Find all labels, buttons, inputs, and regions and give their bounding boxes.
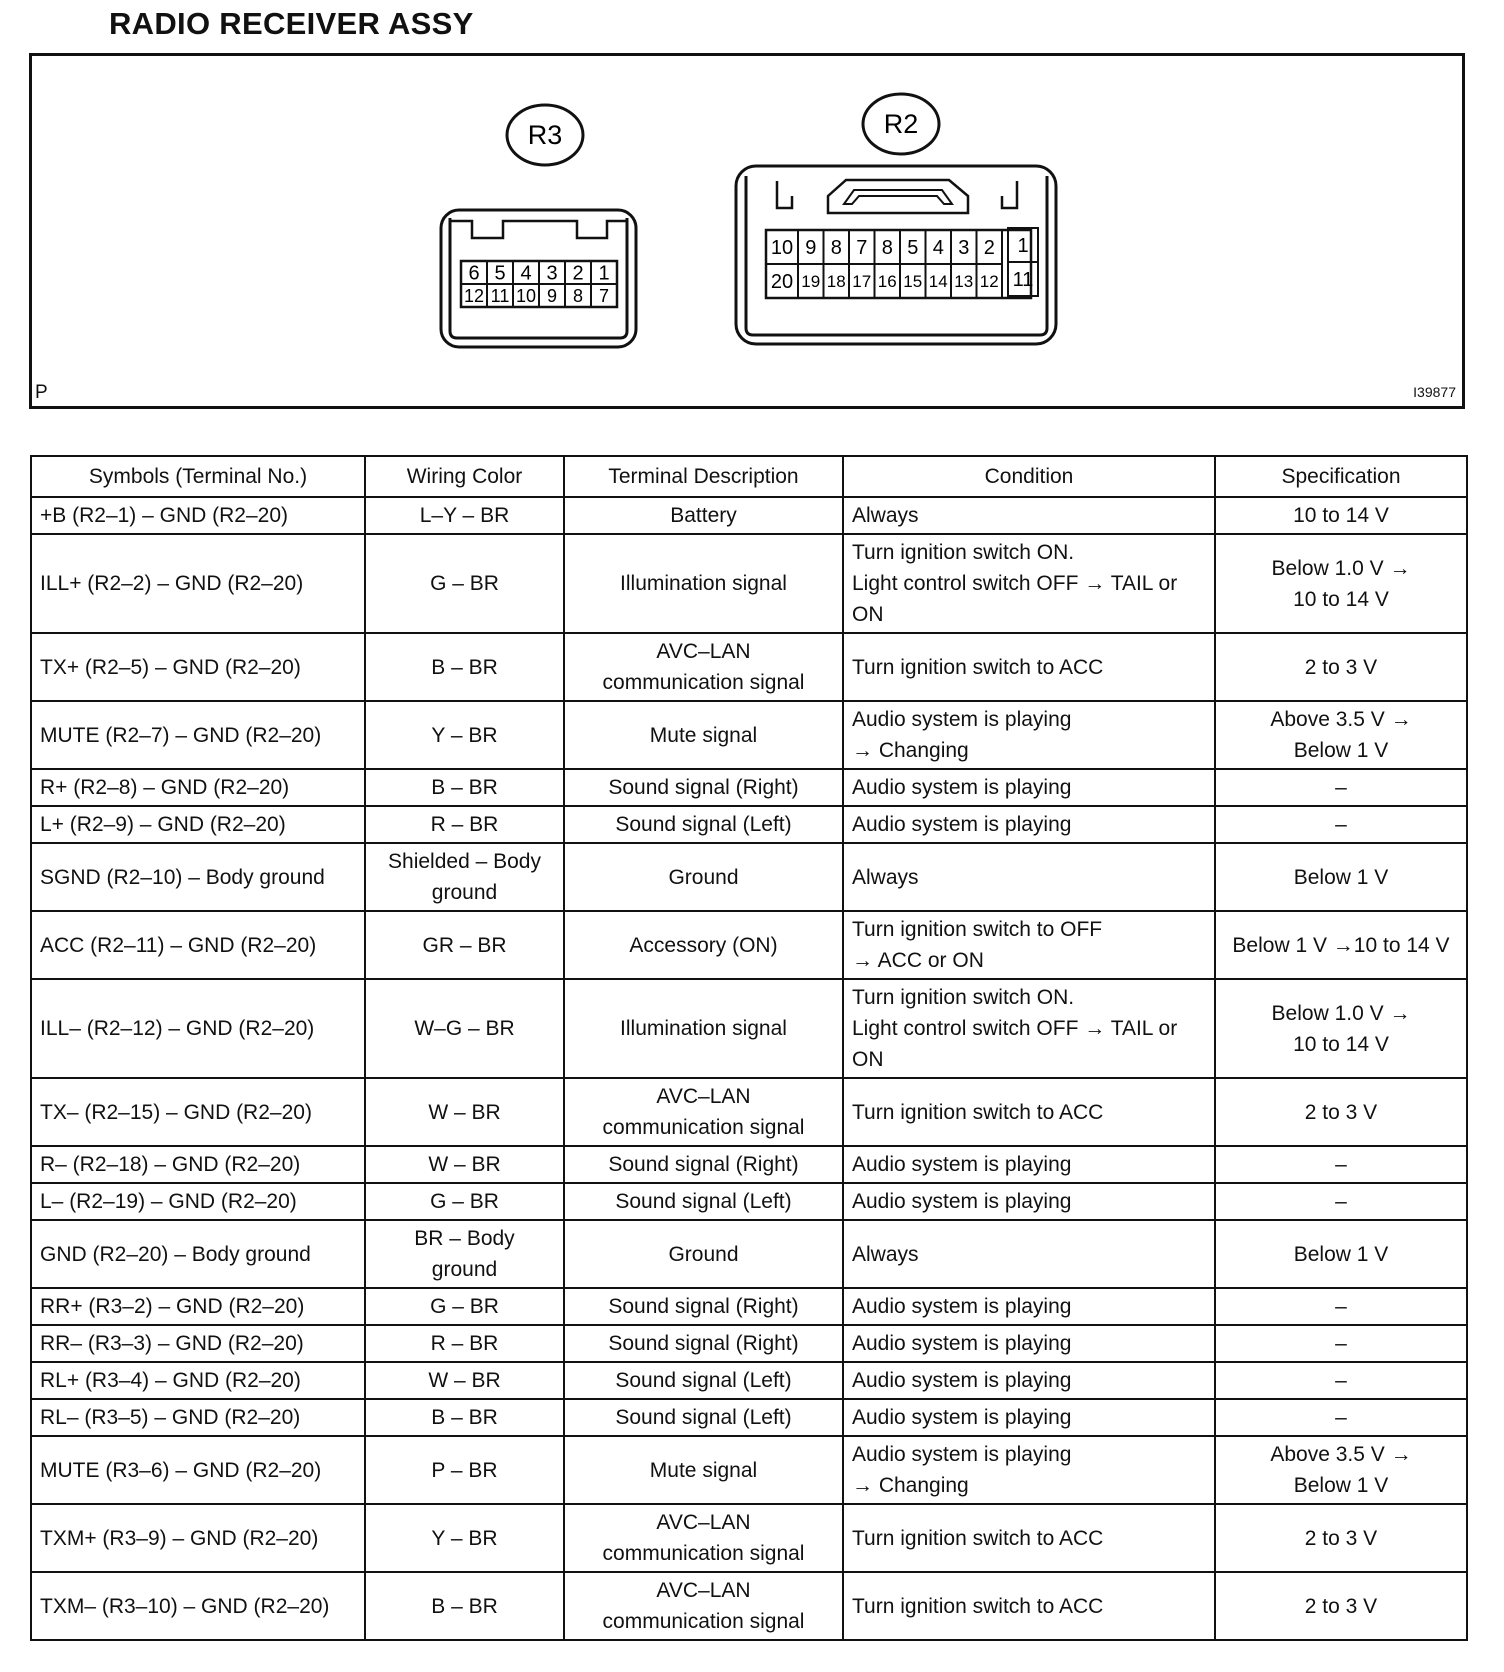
terminal-description-cell: Illumination signal [564, 534, 843, 633]
terminal-symbol-cell: TXM+ (R3–9) – GND (R2–20) [31, 1504, 365, 1572]
terminal-symbol-cell: MUTE (R3–6) – GND (R2–20) [31, 1436, 365, 1504]
pin-number: 14 [928, 272, 948, 292]
wiring-color-cell: B – BR [365, 1399, 564, 1436]
table-header-row [31, 456, 1467, 497]
pin-number: 10 [515, 285, 537, 306]
wiring-color-cell: Y – BR [365, 1504, 564, 1572]
specification-cell: – [1215, 1399, 1467, 1436]
terminal-description-cell: Sound signal (Left) [564, 1362, 843, 1399]
table-row [31, 1325, 1467, 1362]
pin-number: 11 [490, 285, 510, 306]
pin-number: 6 [468, 262, 480, 285]
condition-cell: Turn ignition switch to ACC [843, 633, 1215, 701]
wiring-color-cell: P – BR [365, 1436, 564, 1504]
condition-cell: Audio system is playing [843, 1146, 1215, 1183]
figure-id: I39877 [1413, 384, 1456, 400]
specification-cell: Below 1 V →10 to 14 V [1215, 911, 1467, 979]
header-specification: Specification [1215, 456, 1467, 497]
specification-cell: Below 1.0 V → 10 to 14 V [1215, 979, 1467, 1078]
terminal-description-cell: Accessory (ON) [564, 911, 843, 979]
condition-cell: Always [843, 1220, 1215, 1288]
pin-number: 15 [903, 272, 923, 292]
terminal-symbol-cell: RR+ (R3–2) – GND (R2–20) [31, 1288, 365, 1325]
terminal-symbol-cell: ACC (R2–11) – GND (R2–20) [31, 911, 365, 979]
pin-number: 4 [520, 262, 532, 285]
condition-cell: Audio system is playing [843, 1288, 1215, 1325]
wiring-color-cell: B – BR [365, 769, 564, 806]
wiring-color-cell: G – BR [365, 1183, 564, 1220]
table-row [31, 1572, 1467, 1640]
pin-number: 18 [826, 272, 846, 292]
pin-number: 12 [979, 272, 999, 292]
pin-number: 17 [852, 272, 872, 292]
pin-number: 3 [546, 262, 558, 285]
terminal-description-cell: AVC–LAN communication signal [564, 1504, 843, 1572]
condition-cell: Audio system is playing [843, 1399, 1215, 1436]
condition-cell: Audio system is playing → Changing [843, 1436, 1215, 1504]
connector-r2-label: R2 [883, 109, 919, 139]
wiring-color-cell: Y – BR [365, 701, 564, 769]
wiring-color-cell: W – BR [365, 1146, 564, 1183]
specification-cell: 2 to 3 V [1215, 1504, 1467, 1572]
wiring-color-cell: W – BR [365, 1078, 564, 1146]
table-row [31, 1288, 1467, 1325]
pin-number: 5 [907, 237, 919, 260]
wiring-color-cell: R – BR [365, 806, 564, 843]
condition-cell: Turn ignition switch to ACC [843, 1078, 1215, 1146]
terminal-symbol-cell: +B (R2–1) – GND (R2–20) [31, 497, 365, 534]
figure-corner-code: P [35, 382, 48, 403]
pin-number: 19 [801, 272, 821, 292]
pin-number: 3 [958, 237, 970, 260]
condition-cell: Audio system is playing [843, 1362, 1215, 1399]
terminal-description-cell: Mute signal [564, 1436, 843, 1504]
terminal-spec-table [30, 455, 1468, 1641]
connector-r2-pin-grid [766, 228, 1038, 298]
header-terminal-description: Terminal Description [564, 456, 843, 497]
terminal-description-cell: Sound signal (Left) [564, 1183, 843, 1220]
terminal-symbol-cell: RR– (R3–3) – GND (R2–20) [31, 1325, 365, 1362]
wiring-color-cell: Shielded – Body ground [365, 843, 564, 911]
specification-cell: Above 3.5 V → Below 1 V [1215, 701, 1467, 769]
pin-number: 10 [770, 237, 794, 260]
wiring-color-cell: W–G – BR [365, 979, 564, 1078]
wiring-color-cell: W – BR [365, 1362, 564, 1399]
specification-cell: – [1215, 1325, 1467, 1362]
terminal-symbol-cell: ILL– (R2–12) – GND (R2–20) [31, 979, 365, 1078]
wiring-color-cell: R – BR [365, 1325, 564, 1362]
header-condition: Condition [843, 456, 1215, 497]
table-row [31, 1146, 1467, 1183]
pin-number: 5 [494, 262, 506, 285]
terminal-description-cell: Sound signal (Right) [564, 769, 843, 806]
condition-cell: Audio system is playing [843, 1183, 1215, 1220]
pin-number: 1 [598, 262, 610, 285]
pin-number: 13 [954, 272, 974, 292]
specification-cell: – [1215, 769, 1467, 806]
specification-cell: Above 3.5 V → Below 1 V [1215, 1436, 1467, 1504]
terminal-description-cell: Ground [564, 843, 843, 911]
condition-cell: Always [843, 497, 1215, 534]
specification-cell: 2 to 3 V [1215, 633, 1467, 701]
terminal-symbol-cell: TX+ (R2–5) – GND (R2–20) [31, 633, 365, 701]
table-row [31, 1362, 1467, 1399]
condition-cell: Turn ignition switch to ACC [843, 1572, 1215, 1640]
table-row [31, 1220, 1467, 1288]
table-row [31, 979, 1467, 1078]
terminal-symbol-cell: GND (R2–20) – Body ground [31, 1220, 365, 1288]
specification-cell: – [1215, 1146, 1467, 1183]
condition-cell: Turn ignition switch to ACC [843, 1504, 1215, 1572]
table-row [31, 534, 1467, 633]
header-symbols: Symbols (Terminal No.) [31, 456, 365, 497]
pin-number: 2 [983, 237, 995, 260]
header-wiring-color: Wiring Color [365, 456, 564, 497]
page-title: RADIO RECEIVER ASSY [109, 6, 474, 41]
table-row [31, 911, 1467, 979]
terminal-symbol-cell: L– (R2–19) – GND (R2–20) [31, 1183, 365, 1220]
terminal-symbol-cell: RL+ (R3–4) – GND (R2–20) [31, 1362, 365, 1399]
table-row [31, 1399, 1467, 1436]
condition-cell: Audio system is playing [843, 806, 1215, 843]
terminal-symbol-cell: SGND (R2–10) – Body ground [31, 843, 365, 911]
specification-cell: – [1215, 1183, 1467, 1220]
terminal-symbol-cell: TX– (R2–15) – GND (R2–20) [31, 1078, 365, 1146]
terminal-symbol-cell: L+ (R2–9) – GND (R2–20) [31, 806, 365, 843]
pin-number: 9 [546, 285, 558, 306]
pin-number: 9 [805, 237, 817, 260]
terminal-symbol-cell: MUTE (R2–7) – GND (R2–20) [31, 701, 365, 769]
terminal-description-cell: Sound signal (Right) [564, 1146, 843, 1183]
wiring-color-cell: GR – BR [365, 911, 564, 979]
pin-number: 12 [463, 285, 485, 306]
pin-number: 2 [572, 262, 584, 285]
terminal-symbol-cell: ILL+ (R2–2) – GND (R2–20) [31, 534, 365, 633]
terminal-description-cell: Battery [564, 497, 843, 534]
table-row [31, 1436, 1467, 1504]
condition-cell: Audio system is playing → Changing [843, 701, 1215, 769]
wiring-color-cell: L–Y – BR [365, 497, 564, 534]
terminal-symbol-cell: RL– (R3–5) – GND (R2–20) [31, 1399, 365, 1436]
wiring-color-cell: B – BR [365, 633, 564, 701]
pin-number: 16 [877, 272, 897, 292]
connector-figure [29, 53, 1465, 409]
connector-diagram [32, 56, 1462, 406]
specification-cell: – [1215, 1362, 1467, 1399]
pin-number: 7 [598, 285, 610, 306]
wiring-color-cell: BR – Body ground [365, 1220, 564, 1288]
specification-cell: Below 1 V [1215, 1220, 1467, 1288]
terminal-description-cell: Sound signal (Right) [564, 1325, 843, 1362]
pin-number: 8 [830, 237, 842, 260]
condition-cell: Turn ignition switch ON. Light control switch OFF → TAIL or ON [843, 534, 1215, 633]
table-row [31, 701, 1467, 769]
condition-cell: Audio system is playing [843, 1325, 1215, 1362]
specification-cell: Below 1 V [1215, 843, 1467, 911]
terminal-description-cell: AVC–LAN communication signal [564, 1078, 843, 1146]
table-row [31, 806, 1467, 843]
terminal-description-cell: Sound signal (Left) [564, 1399, 843, 1436]
wiring-color-cell: G – BR [365, 1288, 564, 1325]
pin-number: 7 [856, 237, 868, 260]
pin-number: 4 [932, 237, 944, 260]
pin-number: 20 [770, 271, 794, 294]
terminal-description-cell: AVC–LAN communication signal [564, 633, 843, 701]
specification-cell: 2 to 3 V [1215, 1078, 1467, 1146]
table-row [31, 1504, 1467, 1572]
terminal-symbol-cell: R+ (R2–8) – GND (R2–20) [31, 769, 365, 806]
terminal-description-cell: Mute signal [564, 701, 843, 769]
terminal-symbol-cell: TXM– (R3–10) – GND (R2–20) [31, 1572, 365, 1640]
condition-cell: Turn ignition switch to OFF → ACC or ON [843, 911, 1215, 979]
table-row [31, 633, 1467, 701]
connector-r3-pin-grid [461, 261, 617, 307]
terminal-description-cell: Illumination signal [564, 979, 843, 1078]
terminal-description-cell: Sound signal (Left) [564, 806, 843, 843]
table-row [31, 769, 1467, 806]
table-row [31, 1183, 1467, 1220]
terminal-description-cell: Sound signal (Right) [564, 1288, 843, 1325]
pin-number: 8 [881, 237, 893, 260]
specification-cell: 2 to 3 V [1215, 1572, 1467, 1640]
wiring-color-cell: B – BR [365, 1572, 564, 1640]
table-row [31, 497, 1467, 534]
condition-cell: Audio system is playing [843, 769, 1215, 806]
condition-cell: Always [843, 843, 1215, 911]
table-row [31, 1078, 1467, 1146]
specification-cell: Below 1.0 V → 10 to 14 V [1215, 534, 1467, 633]
specification-cell: – [1215, 1288, 1467, 1325]
terminal-description-cell: AVC–LAN communication signal [564, 1572, 843, 1640]
connector-r3-label: R3 [527, 120, 563, 150]
pin-number: 11 [1012, 269, 1034, 292]
specification-cell: – [1215, 806, 1467, 843]
table-row [31, 843, 1467, 911]
specification-cell: 10 to 14 V [1215, 497, 1467, 534]
terminal-symbol-cell: R– (R2–18) – GND (R2–20) [31, 1146, 365, 1183]
wiring-color-cell: G – BR [365, 534, 564, 633]
pin-number: 8 [572, 285, 584, 306]
condition-cell: Turn ignition switch ON. Light control switch OFF → TAIL or ON [843, 979, 1215, 1078]
terminal-description-cell: Ground [564, 1220, 843, 1288]
pin-number: 1 [1017, 235, 1029, 258]
